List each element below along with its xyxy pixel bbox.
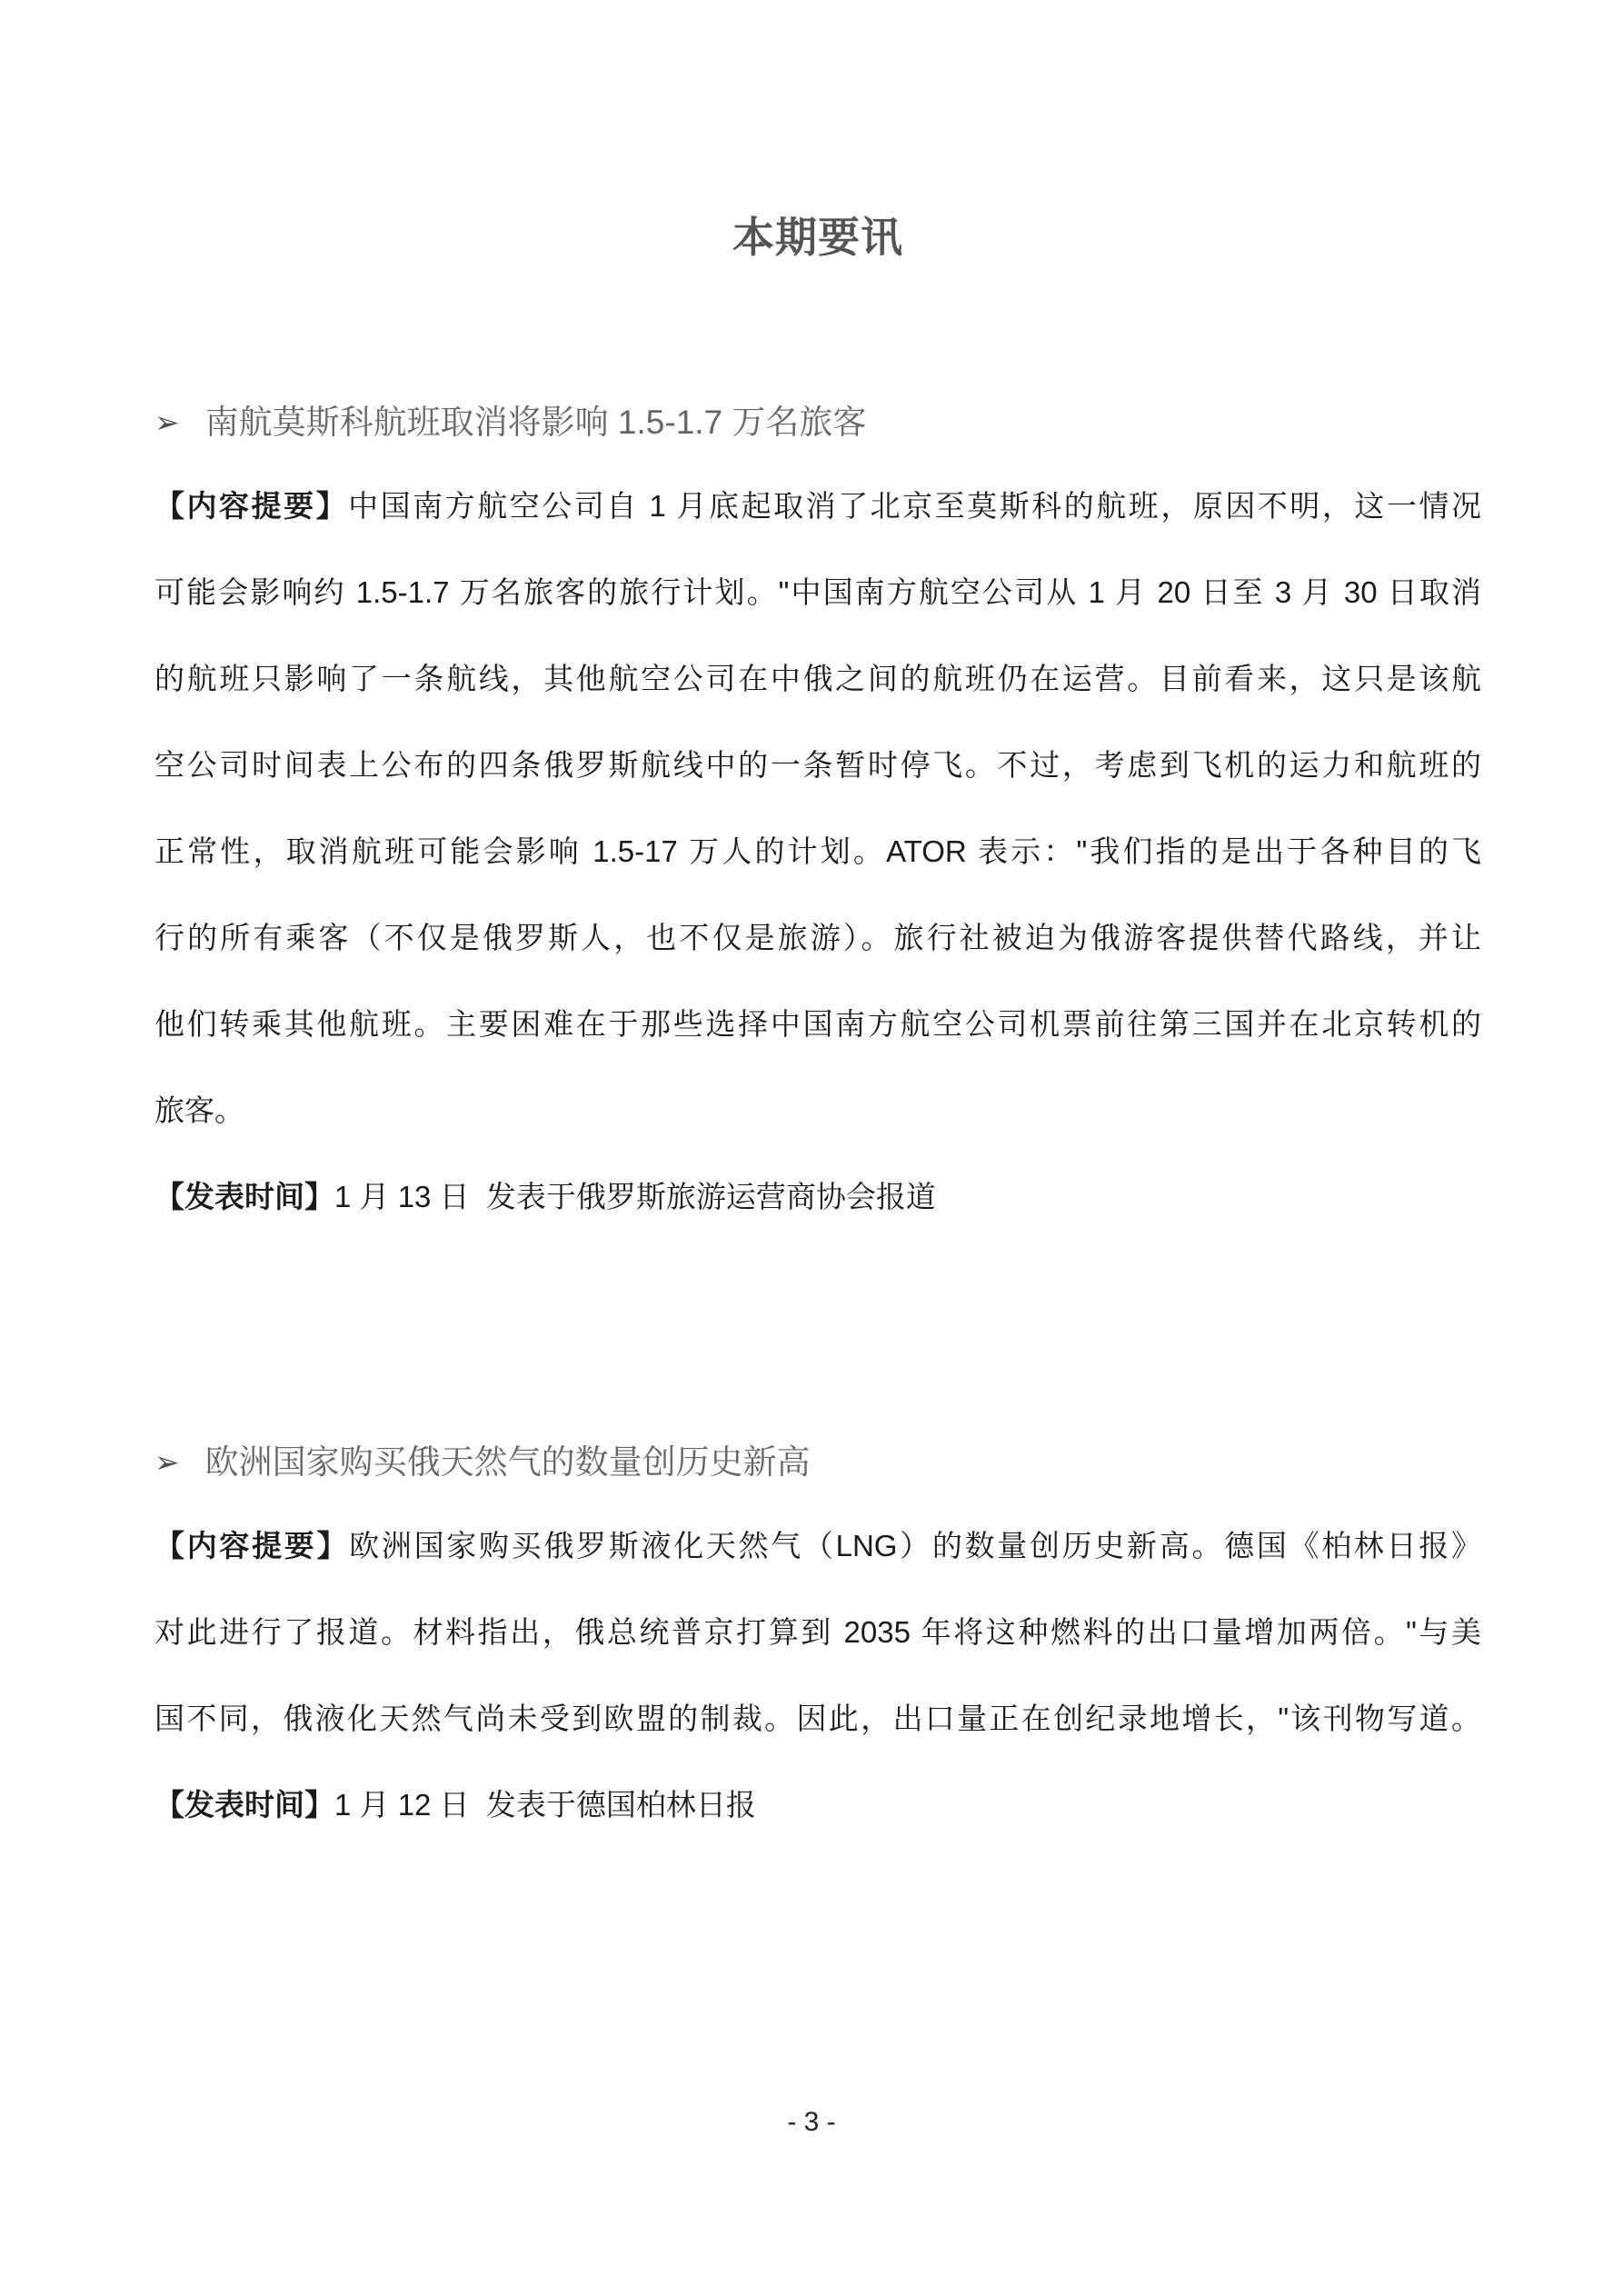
publish-date-text: 1 月 13 日 发表于俄罗斯旅游运营商协会报道 [334, 1180, 936, 1213]
summary-label: 【内容提要】 [154, 489, 349, 523]
summary-paragraph [154, 1502, 1481, 1848]
page-title: 本期要讯 [732, 214, 903, 261]
section-heading-row [154, 1437, 1481, 1488]
news-section-lng-exports [154, 1437, 1481, 1848]
publish-date-line [154, 1153, 1481, 1240]
summary-line-text: 中国南方航空公司自 1 月底起取消了北京至莫斯科的航班，原因不明，这一情况 [348, 489, 1481, 523]
summary-line: 行的所有乘客（不仅是俄罗斯人，也不仅是旅游）。旅行社被迫为俄游客提供替代路线，并让 [154, 921, 1481, 954]
publish-date-line [154, 1762, 1481, 1848]
publish-date-label: 【发表时间】 [154, 1180, 334, 1213]
summary-label: 【内容提要】 [154, 1529, 350, 1562]
summary-line: 旅客。 [154, 1093, 244, 1127]
summary-line: 可能会影响约 1.5-1.7 万名旅客的旅行计划。"中国南方航空公司从 1 月 20 日至 3 月 30 日取消 [154, 575, 1481, 609]
summary-line: 对此进行了报道。材料指出，俄总统普京打算到 2035 年将这种燃料的出口量增加两倍。"与美 [154, 1615, 1481, 1649]
arrow-bullet-icon: ➢ [154, 1445, 180, 1479]
summary-line: 空公司时间表上公布的四条俄罗斯航线中的一条暂时停飞。不过，考虑到飞机的运力和航班的 [154, 748, 1481, 782]
publish-date-text: 1 月 12 日 发表于德国柏林日报 [334, 1788, 756, 1822]
summary-line: 的航班只影响了一条航线，其他航空公司在中俄之间的航班仍在运营。目前看来，这只是该航 [154, 662, 1481, 695]
section-heading: 欧洲国家购买俄天然气的数量创历史新高 [204, 1443, 811, 1481]
summary-line: 国不同，俄液化天然气尚未受到欧盟的制裁。因此，出口量正在创纪录地增长，"该刊物写道。 [154, 1702, 1481, 1735]
document-content [154, 205, 1481, 1848]
publish-date-label: 【发表时间】 [154, 1788, 334, 1822]
summary-line-text: 欧洲国家购买俄罗斯液化天然气（LNG）的数量创历史新高。德国《柏林日报》 [349, 1529, 1482, 1562]
section-heading-row [154, 397, 1481, 448]
summary-line [154, 463, 1481, 549]
news-section-southern-airlines [154, 397, 1481, 1240]
summary-line [154, 1502, 1481, 1589]
summary-line: 正常性，取消航班可能会影响 1.5-17 万人的计划。ATOR 表示："我们指的是出于各种目的飞 [154, 834, 1481, 868]
page-number: - 3 - [787, 2107, 836, 2137]
section-heading: 南航莫斯科航班取消将影响 1.5-1.7 万名旅客 [204, 404, 867, 441]
arrow-bullet-icon: ➢ [154, 405, 180, 439]
summary-line: 他们转乘其他航班。主要困难在于那些选择中国南方航空公司机票前往第三国并在北京转机的 [154, 1007, 1481, 1041]
summary-paragraph [154, 463, 1481, 1240]
